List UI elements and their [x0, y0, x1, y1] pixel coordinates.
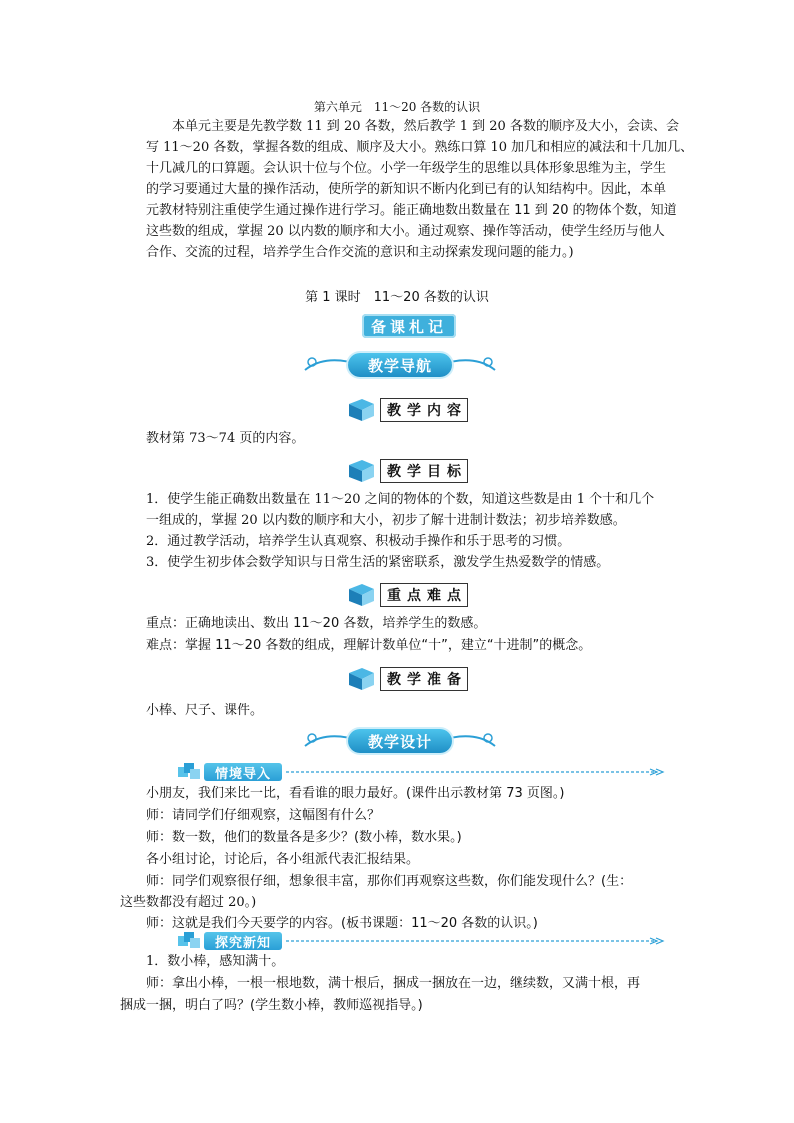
- section-label: 教学准备: [387, 672, 467, 688]
- intro-line: 这些数的组成，掌握 20 以内数的顺序和大小。通过观察、操作等活动，使学生经历与他人: [146, 224, 665, 239]
- xinzhi-line: 捆成一捆，明白了吗？(学生数小棒，教师巡视指导。): [120, 998, 423, 1013]
- daoru-line: 小朋友，我们来比一比，看看谁的眼力最好。(课件出示教材第 73 页图。): [146, 786, 565, 801]
- intro-line: 写 11～20 各数，掌握各数的组成、顺序及大小。熟练口算 10 加几和相应的减法和十几加几、: [146, 140, 694, 155]
- banner-label: 教学设计: [367, 732, 432, 751]
- zhunbei-text: 小棒、尺子、课件。: [146, 703, 264, 718]
- daoru-line: 师：数一数，他们的数量各是多少？(数小棒，数水果。): [146, 830, 462, 845]
- intro-line: 十几减几的口算题。会认识十位与个位。小学一年级学生的思维以具体形象思维为主，学生: [146, 161, 667, 176]
- intro-line: 本单元主要是先教学数 11 到 20 各数，然后教学 1 到 20 各数的顺序及大小，会读、会: [172, 119, 679, 134]
- daoru-line: 师：请同学们仔细观察，这幅图有什么？: [146, 808, 381, 823]
- sub-label: 探究新知: [214, 935, 271, 951]
- sub-label: 情境导入: [214, 766, 271, 782]
- sub-tanjiu-xinzhi: [176, 930, 676, 952]
- beike-zhaji-badge: [362, 314, 456, 338]
- banner-pill: [348, 729, 452, 753]
- section-label: 教学目标: [387, 464, 467, 480]
- banner-jiaoxue-sheji: [300, 724, 500, 758]
- section-label-box: [380, 398, 468, 422]
- neirong-text: 教材第 73～74 页的内容。: [146, 431, 305, 446]
- mubiao-line: 1．使学生能正确数出数量在 11～20 之间的物体的个数，知道这些数是由 1 个十和几个: [146, 492, 655, 507]
- mubiao-line: 一组成的，掌握 20 以内数的顺序和大小，初步了解十进制计数法；初步培养数感。: [146, 513, 626, 528]
- banner-jiaoxue-daohang: [300, 348, 500, 382]
- section-label-box: [380, 667, 468, 691]
- zhongdian-text: 重点：正确地读出、数出 11～20 各数，培养学生的数感。: [146, 616, 487, 631]
- mubiao-line: 2．通过教学活动，培养学生认真观察、积极动手操作和乐于思考的习惯。: [146, 534, 571, 549]
- book-icon: [346, 665, 378, 691]
- dashed-arrow-icon: [286, 937, 666, 945]
- intro-line: 元教材特别注重使学生通过操作进行学习。能正确地数出数量在 11 到 20 的物体个数，知道: [146, 203, 677, 218]
- beike-zhaji-label: 备课札记: [370, 317, 447, 336]
- sub-qingjing-daoru: [176, 761, 676, 783]
- nandian-text: 难点：掌握 11～20 各数的组成，理解计数单位“十”，建立“十进制”的概念。: [146, 638, 592, 653]
- unit-title: 第六单元 11～20 各数的认识: [313, 100, 481, 114]
- mubiao-line: 3．使学生初步体会数学知识与日常生活的紧密联系，激发学生热爱数学的情感。: [146, 555, 610, 570]
- lesson-title: 第 1 课时 11～20 各数的认识: [305, 290, 489, 305]
- section-label: 重点难点: [387, 588, 467, 604]
- book-icon: [346, 396, 378, 422]
- daoru-line: 师：同学们观察很仔细，想象很丰富，那你们再观察这些数，你们能发现什么？(生：: [146, 874, 633, 889]
- daoru-line: 师：这就是我们今天要学的内容。(板书课题：11～20 各数的认识。): [146, 916, 538, 931]
- xinzhi-line: 师：拿出小棒，一根一根地数，满十根后，捆成一捆放在一边，继续数，又满十根，再: [146, 976, 641, 991]
- banner-label: 教学导航: [367, 356, 432, 375]
- daoru-line: 各小组讨论，讨论后，各小组派代表汇报结果。: [146, 852, 420, 867]
- xinzhi-line: 1．数小棒，感知满十。: [146, 954, 285, 969]
- daoru-line: 这些数都没有超过 20。): [120, 895, 257, 910]
- sub-tag: [204, 763, 282, 781]
- section-label-box: [380, 459, 468, 483]
- sub-tag: [204, 932, 282, 950]
- intro-line: 合作、交流的过程，培养学生合作交流的意识和主动探索发现问题的能力。): [146, 245, 574, 260]
- intro-line: 的学习要通过大量的操作活动，使所学的新知识不断内化到已有的认知结构中。因此，本单: [146, 182, 667, 197]
- dashed-arrow-icon: [286, 768, 666, 776]
- book-icon: [346, 581, 378, 607]
- book-icon: [346, 457, 378, 483]
- section-label-box: [380, 583, 468, 607]
- section-label: 教学内容: [387, 403, 467, 419]
- banner-pill: [348, 353, 452, 377]
